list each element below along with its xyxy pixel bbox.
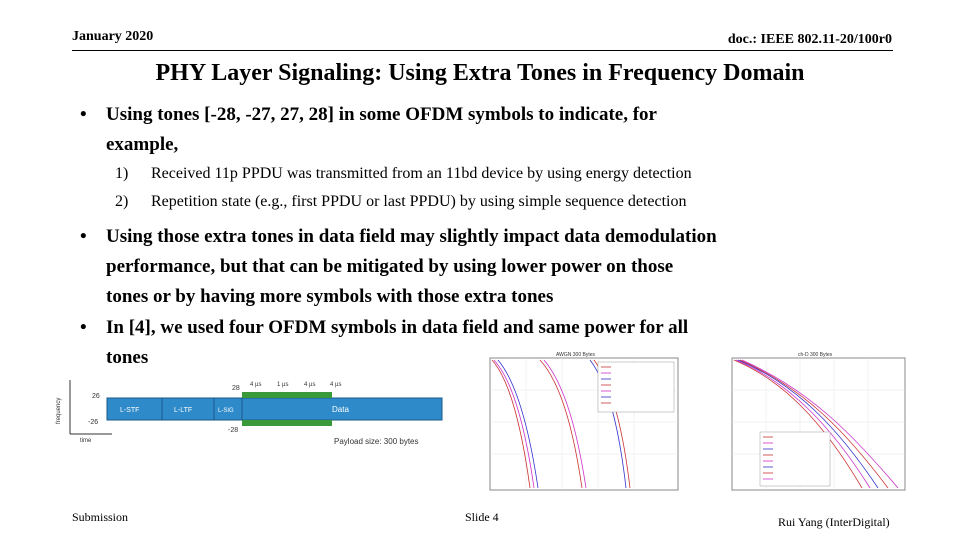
payload-label: Payload size: 300 bytes — [334, 437, 419, 446]
bullet-dot: • — [80, 226, 87, 247]
ber-plot-awgn — [470, 350, 685, 505]
bullet-3-line-2: tones — [106, 347, 149, 368]
symbol-label-1: 4 µs — [250, 382, 262, 388]
diagram-axis-top: 26 — [92, 393, 100, 400]
bullet-2-line-3: tones or by having more symbols with those extra tones — [106, 286, 554, 307]
bullet-dot: • — [80, 317, 87, 338]
slide-title: PHY Layer Signaling: Using Extra Tones in Frequency Domain — [155, 60, 805, 86]
frame-structure-diagram — [52, 372, 452, 462]
footer-slide-number: Slide 4 — [465, 510, 499, 524]
subitem-2 — [115, 188, 835, 216]
plot-2-title: ch-D 300 Bytes — [798, 352, 833, 358]
footer-author: Rui Yang (InterDigital) — [778, 515, 890, 529]
header-doc-id: doc.: IEEE 802.11-20/100r0 — [727, 32, 892, 47]
tone-top-label: 28 — [232, 385, 240, 392]
footer-submission: Submission — [72, 510, 129, 524]
ber-plot-chd — [712, 350, 912, 505]
subitem-1-number: 1) — [115, 165, 129, 182]
subitem-1-text: Received 11p PPDU was transmitted from an 11bd device by using energy detection — [151, 165, 692, 182]
bullet-dot: • — [80, 104, 87, 125]
field-lltf-label: L-LTF — [174, 407, 193, 414]
symbol-label-3: 4 µs — [304, 382, 316, 388]
diagram-x-label: time — [80, 438, 92, 444]
extra-tone-bottom — [242, 420, 332, 426]
bullet-3-line-1: In [4], we used four OFDM symbols in data field and same power for all — [106, 317, 689, 338]
header-date: January 2020 — [72, 29, 154, 44]
tone-bottom-label: -28 — [228, 427, 239, 434]
symbol-label-2: 1 µs — [277, 382, 289, 388]
bullet-2-line-1: Using those extra tones in data field may slightly impact data demodulation — [106, 226, 717, 247]
diagram-axis-bottom: -26 — [88, 419, 99, 426]
plot-2-legend — [760, 432, 830, 486]
field-data-label: Data — [332, 405, 349, 414]
subitem-2-text: Repetition state (e.g., first PPDU or last PPDU) by using simple sequence detection — [151, 193, 687, 210]
bullet-1-line-2: example, — [106, 134, 179, 155]
header-rule — [72, 50, 893, 51]
plot-1-legend — [598, 362, 674, 412]
field-lsig-label: L-SIG — [218, 408, 234, 414]
subitem-1 — [115, 160, 835, 188]
diagram-y-label: frequency — [56, 397, 62, 424]
extra-tone-top — [242, 392, 332, 398]
field-lstf-label: L-STF — [120, 407, 140, 414]
subitem-2-number: 2) — [115, 193, 129, 210]
bullet-1-line-1: Using tones [-28, -27, 27, 28] in some OFDM symbols to indicate, for — [106, 104, 657, 125]
plot-1-title: AWGN 300 Bytes — [556, 352, 595, 358]
bullet-2-line-2: performance, but that can be mitigated by using lower power on those — [106, 256, 674, 277]
symbol-label-4: 4 µs — [330, 382, 342, 388]
